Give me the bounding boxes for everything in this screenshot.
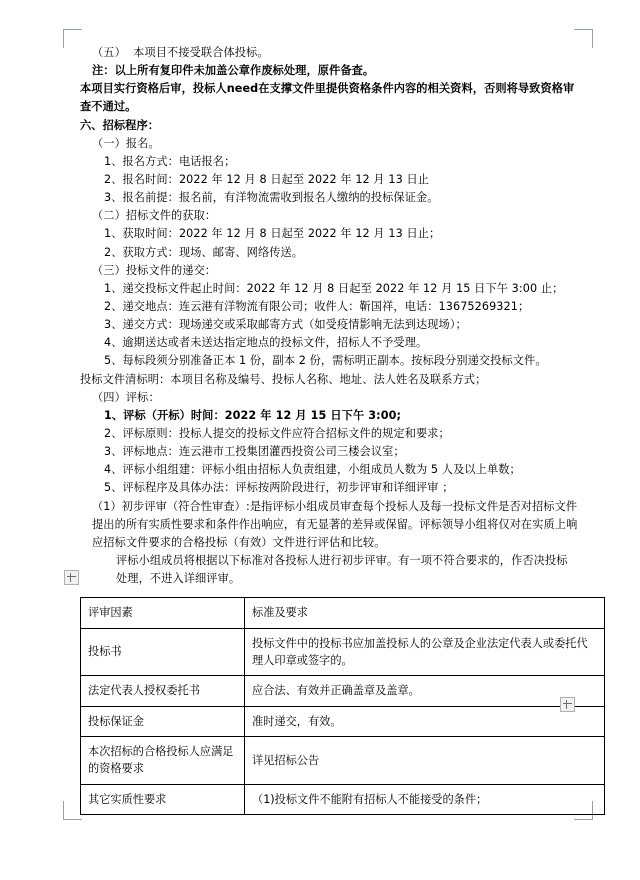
table-cell-criteria: 投标文件中的投标书应加盖投标人的公章及企业法定代表人或委托代理人印章或签字的。 (245, 628, 605, 676)
table-cell-criteria: （1)投标文件不能附有招标人不能接受的条件； (245, 784, 605, 814)
table-row (81, 706, 605, 736)
table-cell-factor: 法定代表人授权委托书 (81, 676, 245, 706)
document-body (80, 44, 588, 815)
table-header-factor: 评审因素 (81, 598, 245, 628)
item-acquisition-method: 2、获取方式：现场、邮寄、网络传送。 (104, 245, 304, 259)
table-cell-criteria: 详见招标公告 (245, 737, 605, 785)
item-submission-time: 1、递交投标文件起止时间：2022 年 12 月 8 日起至 2022 年 12 月 15 日下午 3:00 止； (104, 281, 564, 295)
table-row (81, 598, 605, 628)
heading-bidding-procedure: 六、招标程序： (80, 118, 160, 132)
table-cell-factor: 其它实质性要求 (81, 784, 245, 814)
subheading-bid-submission: （三）投标文件的递交： (92, 263, 217, 277)
item-acquisition-time: 1、获取时间：2022 年 12 月 8 日起至 2022 年 12 月 13 日止； (104, 227, 441, 241)
item-submission-method: 3、递交方式：现场递交或采取邮寄方式（如受疫情影响无法到达现场）； (104, 318, 467, 332)
subheading-document-acquisition: （二）招标文件的获取： (92, 209, 217, 223)
paragraph-review-standard: 评标小组成员将根据以下标准对各投标人进行初步评审。有一项不符合要求的，作否决投标处理，不进入详细评审。 (116, 553, 568, 586)
object-handle-right[interactable] (560, 697, 575, 712)
item-registration-method: 1、报名方式：电话报名； (104, 154, 236, 168)
table-header-criteria: 标准及要求 (245, 598, 605, 628)
item-submission-location: 2、递交地点：连云港有洋物流有限公司；收件人：靳国祥，电话：13675269321； (104, 299, 530, 313)
item-registration-time: 2、报名时间：2022 年 12 月 8 日起至 2022 年 12 月 13 日止 (104, 172, 430, 186)
item-copies-required: 5、每标段须分别准备正本 1 份，副本 2 份，需标明正副本。按标段分别递交投标文件。 (104, 354, 547, 368)
table-cell-criteria: 准时递交，有效。 (245, 706, 605, 736)
table-cell-criteria: 应合法、有效并正确盖章及盖章。 (245, 676, 605, 706)
table-row (81, 784, 605, 814)
evaluation-criteria-table (80, 597, 605, 815)
item-registration-precondition: 3、报名前提：报名前，有洋物流需收到报名人缴纳的投标保证金。 (104, 191, 439, 205)
table-row (81, 676, 605, 706)
subheading-evaluation: （四）评标： (92, 390, 160, 404)
item-evaluation-committee: 4、评标小组组建：评标小组由招标人负责组建，小组成员人数为 5 人及以上单数； (104, 463, 521, 477)
paragraph-preliminary-review: （1）初步评审（符合性审查）:是指评标小组成员审查每个投标人及每一投标文件是否对招标文件提出的所有实质性要求和条件作出响应，有无显著的差异或保留。评标领导小组将仅对在实质上响应招标文件要求的合格投标（有效）文件进行评估和比较。 (92, 499, 578, 549)
paragraph-joint-bid: （五） 本项目不接受联合体投标。 (92, 46, 269, 59)
item-evaluation-location: 3、评标地点：连云港市工投集团灌西投资公司三楼会议室； (104, 445, 405, 459)
item-evaluation-procedure: 5、评标程序及具体办法：评标按两阶段进行，初步评审和详细评审 ； (104, 481, 454, 495)
paragraph-note-seal: 注：以上所有复印件未加盖公章作废标处理，原件备查。 (92, 64, 375, 78)
table-row (81, 737, 605, 785)
item-evaluation-principle: 2、评标原则：投标人提交的投标文件应符合招标文件的规定和要求； (104, 426, 450, 440)
table-cell-factor: 投标保证金 (81, 706, 245, 736)
subheading-registration: （一）报名。 (92, 136, 160, 150)
table-cell-factor: 本次招标的合格投标人应满足的资格要求 (81, 737, 245, 785)
table-row (81, 628, 605, 676)
paragraph-post-qualification: 本项目实行资格后审，投标人need在支撑文件里提供资格条件内容的相关资料，否则将导致资格审查不通过。 (80, 82, 575, 114)
item-evaluation-time: 1、评标（开标）时间：2022 年 12 月 15 日下午 3:00; (104, 408, 402, 422)
paragraph-marking-requirements: 投标文件清标明：本项目名称及编号、投标人名称、地址、法人姓名及联系方式； (80, 372, 487, 386)
item-late-submission: 4、逾期送达或者未送达指定地点的投标文件，招标人不予受理。 (104, 336, 428, 350)
object-handle-left[interactable] (64, 570, 79, 585)
table-cell-factor: 投标书 (81, 628, 245, 676)
